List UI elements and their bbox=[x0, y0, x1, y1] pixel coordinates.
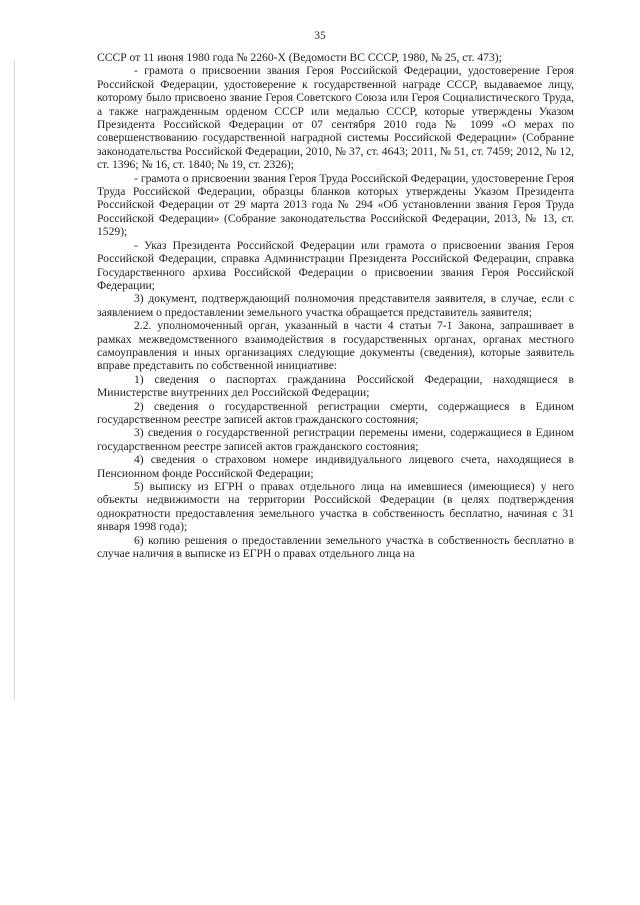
paragraph: 3) сведения о государственной регистрации перемены имени, содержащиеся в Едином государственном реестре записей актов гражданского состояния; bbox=[97, 426, 574, 453]
document-body bbox=[97, 51, 574, 560]
paragraph: СССР от 11 июня 1980 года № 2260-X (Ведомости ВС СССР, 1980, № 25, ст. 473); bbox=[97, 51, 502, 64]
scan-edge-mark bbox=[14, 60, 15, 700]
paragraph: 2) сведения о государственной регистрации смерти, содержащиеся в Едином государственном реестре записей актов гражданского состояния; bbox=[97, 399, 574, 426]
paragraph: 1) сведения о паспортах гражданина Российской Федерации, находящиеся в Министерстве внутренних дел Российской Федерации; bbox=[97, 372, 574, 400]
paragraph: - грамота о присвоении звания Героя Российской Федерации, удостоверение Героя Российской Федерации, удостоверение к государственной награде СССР, выдаваемое лицу, которому было присвоено звание Героя Советского Союза или Героя Социалистического Труда, а также награжденным орденом СССР или медалью СССР, которые утверждены Указом Президента Российской Федерации от 07 сентября 2010 года № 1099 «О мерах по совершенствованию государственной наградной системы Российской Федерации» (Собрание законодательства Российской Федерации, 2010, № 37, ст. 4643; 2011, № 51, ст. 7459; 2012, № 12, ст. 1396; № 16, ст. 1840; № 19, ст. 2326); bbox=[97, 64, 574, 172]
paragraph: 5) выписку из ЕГРН о правах отдельного лица на имевшиеся (имеющиеся) у него объекты недвижимости на территории Российской Федерации (в целях подтверждения однократности предоставления земельного участка в собственность бесплатно, начиная с 31 января 1998 года); bbox=[97, 480, 574, 534]
page-number: 35 bbox=[314, 30, 326, 42]
paragraph: 2.2. уполномоченный орган, указанный в части 4 статьи 7-1 Закона, запрашивает в рамках межведомственного взаимодействия в государственных органах, органах местного самоуправления и иных организациях следующие документы (сведения), которые заявитель вправе представить по собственной инициативе: bbox=[97, 319, 574, 373]
paragraph: 6) копию решения о предоставлении земельного участка в собственность бесплатно в случае наличия в выписке из ЕГРН о правах отдельного лица на bbox=[97, 533, 574, 561]
paragraph: - грамота о присвоении звания Героя Труда Российской Федерации, удостоверение Героя Труда Российской Федерации, образцы бланков которых утверждены Указом Президента Российской Федерации от 29 марта 2013 года № 294 «Об установлении звания Героя Труда Российской Федерации» (Собрание законодательства Российской Федерации, 2013, № 13, ст. 1529); bbox=[97, 171, 574, 239]
paragraph: 3) документ, подтверждающий полномочия представителя заявителя, в случае, если с заявлением о предоставлении земельного участка обращается представитель заявителя; bbox=[97, 292, 574, 319]
paragraph: - Указ Президента Российской Федерации или грамота о присвоении звания Героя Российской Федерации, справка Администрации Президента Российской Федерации, справка Государственного архива Российской Федерации о присвоении звания Героя Российской Федерации; bbox=[97, 238, 574, 292]
paragraph: 4) сведения о страховом номере индивидуального лицевого счета, находящиеся в Пенсионном фонде Российской Федерации; bbox=[97, 453, 574, 480]
